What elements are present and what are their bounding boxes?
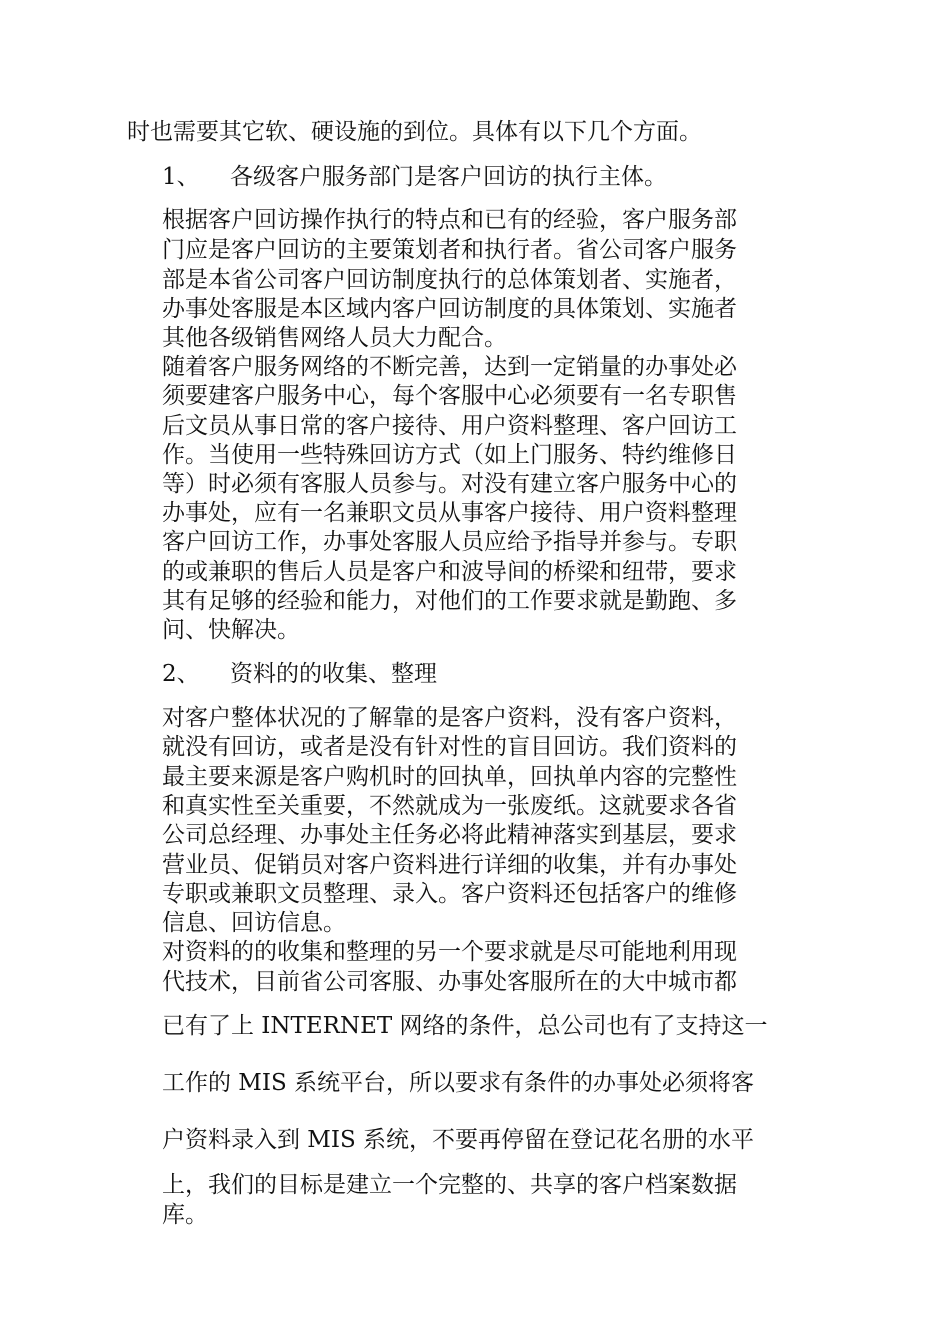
section-2-number: 2、 xyxy=(162,661,200,687)
section-1-number: 1、 xyxy=(162,164,200,190)
paragraph-line: 专职或兼职文员整理、录入。客户资料还包括客户的维修 xyxy=(162,881,737,907)
paragraph-line: 工作的 MIS 系统平台，所以要求有条件的办事处必须将客 xyxy=(162,1070,755,1096)
paragraph-line: 已有了上 INTERNET 网络的条件，总公司也有了支持这一 xyxy=(162,1013,768,1039)
paragraph-line: 对资料的的收集和整理的另一个要求就是尽可能地利用现 xyxy=(162,939,737,965)
paragraph-line: 的或兼职的售后人员是客户和波导间的桥梁和纽带，要求 xyxy=(162,559,737,585)
section-1-title: 各级客户服务部门是客户回访的执行主体。 xyxy=(230,164,667,190)
paragraph-line: 其有足够的经验和能力，对他们的工作要求就是勤跑、多 xyxy=(162,588,737,614)
paragraph-line: 后文员从事日常的客户接待、用户资料整理、客户回访工 xyxy=(162,413,737,439)
paragraph-line: 随着客户服务网络的不断完善，达到一定销量的办事处必 xyxy=(162,354,737,380)
paragraph-line: 门应是客户回访的主要策划者和执行者。省公司客户服务 xyxy=(162,237,737,263)
paragraph-line: 作。当使用一些特殊回访方式（如上门服务、特约维修日 xyxy=(162,442,737,468)
paragraph-line: 其他各级销售网络人员大力配合。 xyxy=(162,325,507,351)
paragraph-line: 营业员、促销员对客户资料进行详细的收集，并有办事处 xyxy=(162,852,737,878)
paragraph-line: 对客户整体状况的了解靠的是客户资料，没有客户资料， xyxy=(162,705,737,731)
paragraph-line: 和真实性至关重要，不然就成为一张废纸。这就要求各省 xyxy=(162,793,737,819)
paragraph-line: 户资料录入到 MIS 系统，不要再停留在登记花名册的水平 xyxy=(162,1127,755,1153)
paragraph-line: 公司总经理、办事处主任务必将此精神落实到基层，要求 xyxy=(162,822,737,848)
paragraph-line: 部是本省公司客户回访制度执行的总体策划者、实施者， xyxy=(162,267,737,293)
paragraph-line: 问、快解决。 xyxy=(162,617,300,643)
paragraph-line: 上，我们的目标是建立一个完整的、共享的客户档案数据 xyxy=(162,1172,737,1198)
intro-line: 时也需要其它软、硬设施的到位。具体有以下几个方面。 xyxy=(127,119,702,145)
paragraph-line: 代技术，目前省公司客服、办事处客服所在的大中城市都 xyxy=(162,969,737,995)
paragraph-line: 须要建客户服务中心，每个客服中心必须要有一名专职售 xyxy=(162,383,737,409)
paragraph-line: 就没有回访，或者是没有针对性的盲目回访。我们资料的 xyxy=(162,734,737,760)
section-1-heading xyxy=(162,162,667,192)
paragraph-line: 信息、回访信息。 xyxy=(162,910,346,936)
section-2-title: 资料的的收集、整理 xyxy=(230,661,437,687)
paragraph-line: 客户回访工作，办事处客服人员应给予指导并参与。专职 xyxy=(162,529,737,555)
paragraph-line: 办事处，应有一名兼职文员从事客户接待、用户资料整理 xyxy=(162,500,737,526)
paragraph-line: 最主要来源是客户购机时的回执单，回执单内容的完整性 xyxy=(162,764,737,790)
paragraph-line: 等）时必须有客服人员参与。对没有建立客户服务中心的 xyxy=(162,471,737,497)
paragraph-line: 根据客户回访操作执行的特点和已有的经验，客户服务部 xyxy=(162,207,737,233)
paragraph-line: 办事处客服是本区域内客户回访制度的具体策划、实施者 xyxy=(162,296,737,322)
section-2-heading xyxy=(162,659,437,689)
paragraph-line: 库。 xyxy=(162,1202,208,1228)
